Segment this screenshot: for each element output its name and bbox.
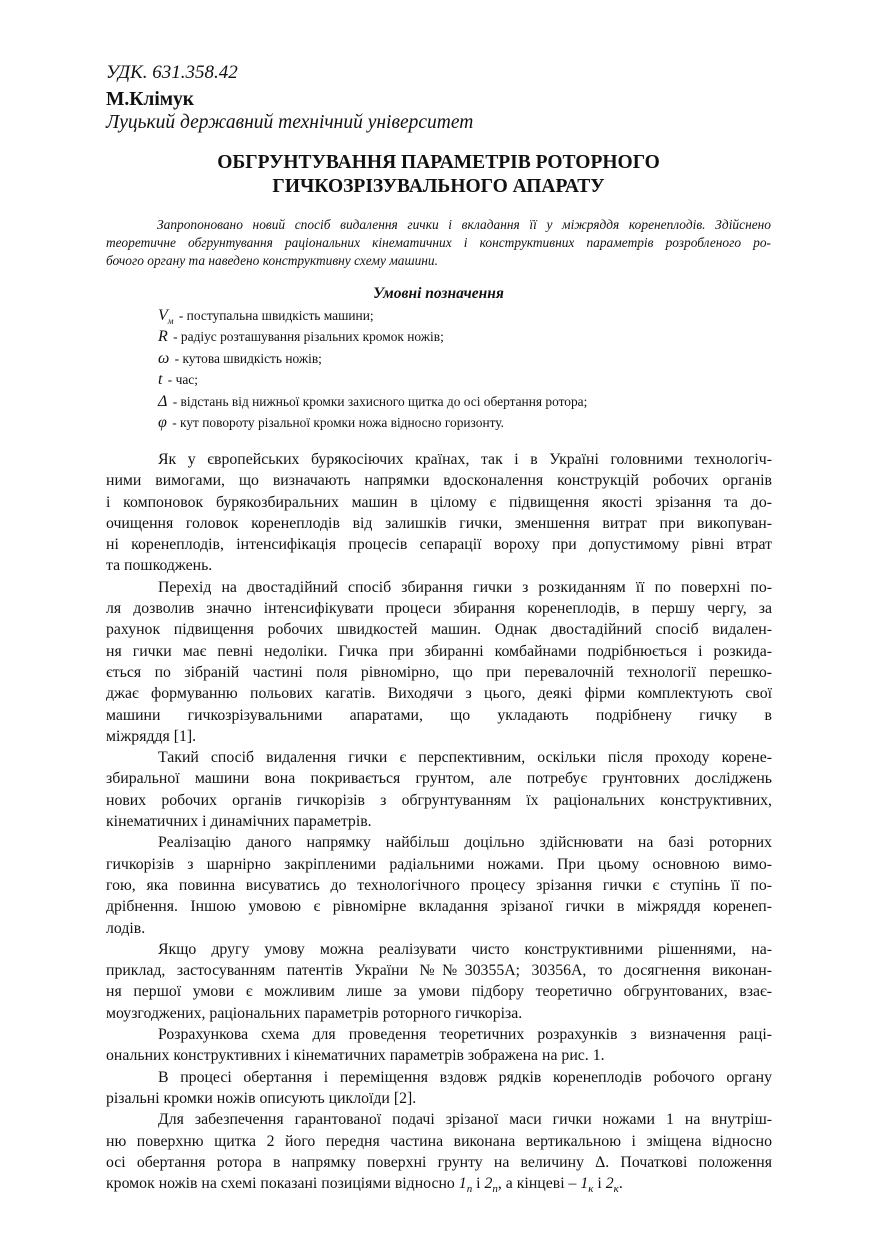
body-line: Якщо другу умову можна реалізувати чисто конструктивними рішеннями, на- (158, 940, 772, 958)
notation-text: - поступальна швидкість машини; (175, 308, 374, 323)
body-text (106, 449, 772, 1201)
position-label: $1_к$ (580, 1175, 594, 1196)
notation-text: - радіус розташування різальних кромок ножів; (169, 329, 444, 345)
body-line: ню поверхню щитка 2 його передня частина виконана вертикальною і зміщена відносно (106, 1132, 772, 1150)
body-line: дрібнення. Іншою умовою є рівномірне вкладання зрізаної гички в міжряддя коренеп- (106, 898, 772, 916)
body-line: збиральної машини вона покривається грунтом, але потребує грунтовних досліджень (106, 770, 772, 788)
notation-item (158, 326, 587, 347)
body-line: Перехід на двостадійний спосіб збирання гички з розкиданням її по поверхні по- (158, 578, 772, 596)
notation-symbol: ω (158, 349, 170, 367)
notation-symbol: Δ (158, 392, 168, 410)
paper-title (106, 151, 771, 199)
body-line: гичкорізів з шарнірно закріпленими радіальними ножами. При цьому основною вимо- (106, 855, 772, 873)
body-line: лодів. (106, 919, 146, 937)
notation-text: - кутова швидкість ножів; (171, 350, 322, 366)
body-line: нових робочих органів гичкорізів з обгрунтуванням їх раціональних конструктивних, (106, 791, 772, 809)
body-line: ня гички має певні недоліки. Гичка при збиранні комбайнами подрібнюється і розкида- (106, 642, 772, 660)
body-line: ня першої умови є можливим лише за умови підбору теоретично обгрунтованих, взає- (106, 983, 772, 1001)
notation-item (158, 305, 587, 326)
body-line: різальні кромки ножів описують циклоїди [2]. (106, 1089, 417, 1107)
body-line: Як у європейських бурякосіючих країнах, так і в Україні головними технологіч- (158, 451, 772, 468)
body-line: ними вимогами, що визначають напрямки вдосконалення конструкцій робочих органів (106, 472, 772, 490)
notation-text: - час; (164, 372, 198, 388)
body-line: Такий спосіб видалення гички є перспективним, оскільки після проходу корене- (158, 749, 772, 767)
notation-text: - відстань від нижньої кромки захисного щитка до осі обертання ротора; (169, 393, 588, 409)
body-line: Реалізацію даного напрямку найбільш доцільно здійснювати на базі роторних (158, 834, 772, 852)
notation-symbol: φ (158, 413, 167, 431)
notation-text: - кут повороту різальної кромки ножа відносно горизонту. (168, 414, 505, 430)
notation-item (158, 369, 587, 390)
abstract (106, 216, 771, 270)
body-line: джає формуванню польових кагатів. Виходячи з цього, деякі фірми комплектують свої (106, 685, 772, 703)
udk-code: УДК. 631.358.42 (106, 62, 238, 83)
body-line: очищення головок коренеплодів від залишків гички, зменшення витрат при викопуван- (106, 514, 772, 532)
body-line: міжряддя [1]. (106, 727, 197, 745)
author-name: М.Клімук (106, 89, 195, 110)
body-line: Розрахункова схема для проведення теоретичних розрахунків з визначення раці- (158, 1026, 772, 1044)
body-line: машини гичкозрізувальними апаратами, що укладають подрібнену гичку в (106, 706, 772, 724)
notation-list (158, 305, 587, 433)
notation-symbol: R (158, 328, 168, 346)
abstract-line: Запропоновано новий спосіб видалення гички і вкладання її у міжряддя коренеплодів. Здійснено (157, 217, 771, 232)
body-line: рахунок підвищення робочих швидкостей машин. Однак двостадійний спосіб видален- (106, 621, 772, 639)
title-line: ГИЧКОЗРІЗУВАЛЬНОГО АПАРАТУ (272, 176, 605, 197)
body-line: та пошкоджень. (106, 557, 213, 575)
body-line: гою, яка повинна висуватись до технологічного процесу зрізання гички є ступінь її по- (106, 876, 772, 894)
title-line: ОБГРУНТУВАННЯ ПАРАМЕТРІВ РОТОРНОГО (217, 152, 660, 173)
body-line: В процесі обертання і переміщення вздовж рядків коренеплодів робочого органу (158, 1068, 772, 1086)
abstract-line: теоретичне обгрунтування раціональних кінематичних і конструктивних параметрів розробленого ро- (106, 235, 771, 250)
notation-heading: Умовні позначення (373, 285, 504, 302)
abstract-line: бочого органу та наведено конструктивну схему машини. (106, 253, 438, 268)
notation-symbol: $V_м$ (158, 307, 174, 327)
body-line: ні коренеплодів, інтенсифікація процесів сепарації вороху при допустимому рівні втрат (106, 536, 772, 554)
body-line: ється по зібраній частині поля рівномірно, що при перевалочній технології перешко- (106, 663, 772, 681)
notation-item (158, 412, 587, 433)
notation-item (158, 391, 587, 412)
institution: Луцький державний технічний університет (106, 112, 474, 133)
body-line: ля дозволив значно інтенсифікувати процеси збирання коренеплодів, в першу чергу, за (106, 600, 772, 618)
body-line: приклад, застосуванням патентів України №№30355А; 30356А, то досягнення виконан- (106, 962, 772, 980)
body-line: моузгоджених, раціональних параметрів роторного гичкоріза. (106, 1004, 523, 1022)
position-label: $2_п$ (484, 1175, 498, 1196)
body-line: кромок ножів на схемі показані позиціями відносно $1_п$ і $2_п$, а кінцеві – $1_к$ і $2_к$. (106, 1175, 623, 1196)
body-line: і компоновок бурякозбиральних машин в цілому є підвищення якості зрізання та до- (106, 493, 772, 511)
body-line: осі обертання ротора в напрямку поверхні грунту на величину Δ. Початкові положення (106, 1153, 772, 1171)
notation-symbol: t (158, 371, 163, 389)
notation-item (158, 348, 587, 369)
position-label: $2_к$ (605, 1175, 619, 1196)
body-line: ональних конструктивних і кінематичних параметрів зображена на рис. 1. (106, 1047, 605, 1065)
body-line: кінематичних і динамічних параметрів. (106, 813, 372, 831)
position-label: $1_п$ (458, 1175, 473, 1196)
body-line: Для забезпечення гарантованої подачі зрізаної маси гички ножами 1 на внутріш- (158, 1111, 772, 1129)
